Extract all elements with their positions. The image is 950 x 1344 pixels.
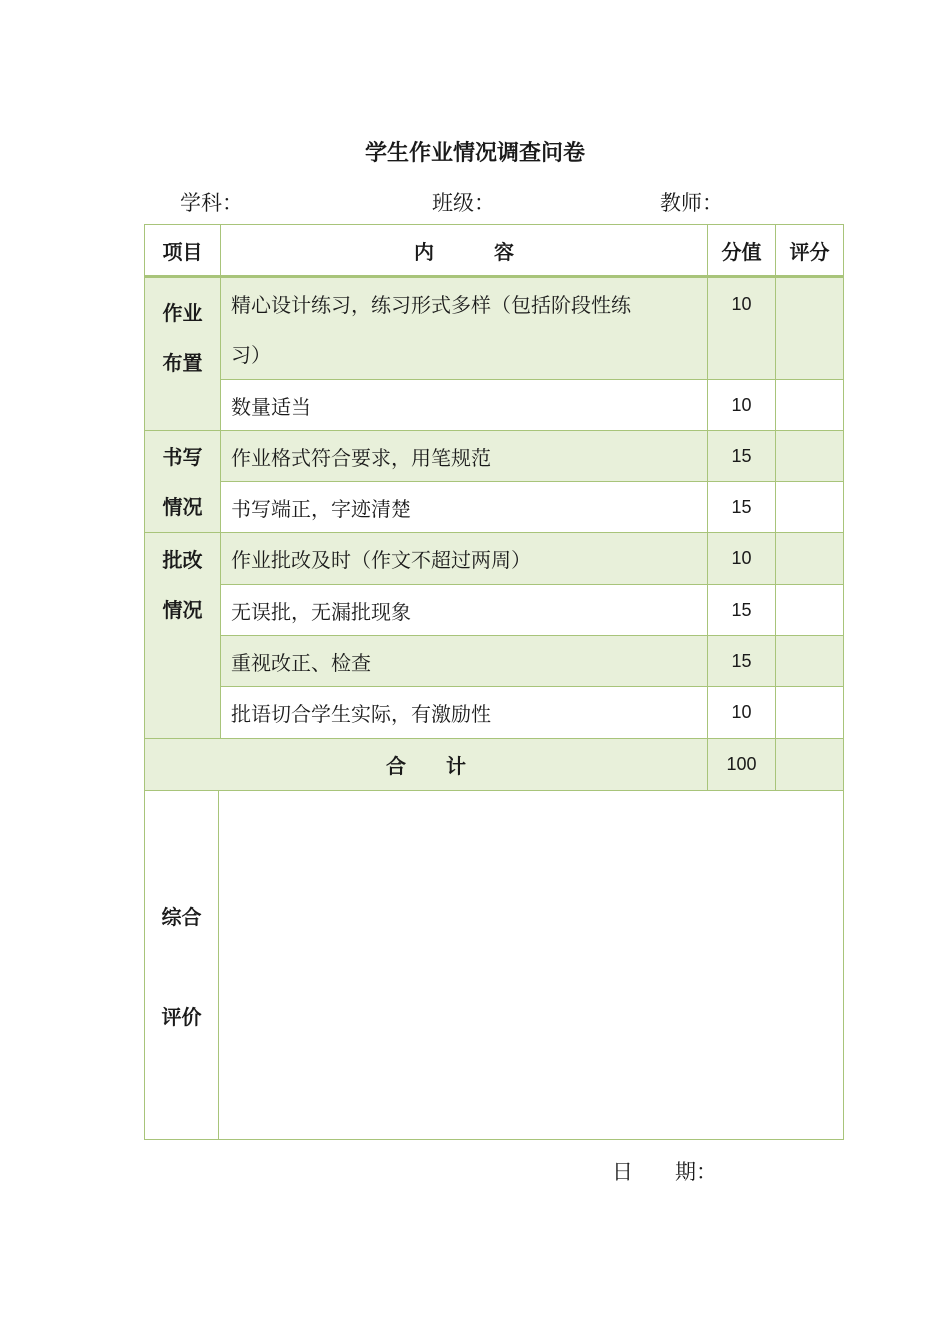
total-rating-cell[interactable] [776, 739, 843, 790]
row-points: 10 [731, 394, 752, 415]
subject-label: 学科： [180, 191, 243, 215]
table-row-content: 批语切合学生实际，有激励性 [231, 702, 491, 726]
header-rule [144, 275, 844, 278]
table-border [843, 224, 844, 1140]
table-row-content: 作业格式符合要求，用笔规范 [231, 445, 491, 470]
table-row-content: 作业批改及时（作文不超过两周） [231, 548, 531, 572]
date-label: 日 期： [612, 1160, 717, 1184]
rating-cell[interactable] [776, 431, 843, 481]
row-points: 10 [731, 548, 752, 568]
table-border [144, 1139, 844, 1140]
table-row-content: 精心设计练习，练习形式多样（包括阶段性练 习） [231, 293, 631, 367]
rating-cell[interactable] [776, 280, 843, 378]
group-label: 作业 布置 [162, 301, 203, 375]
rating-cell[interactable] [776, 636, 843, 686]
header-content: 内 容 [414, 239, 514, 264]
row-points: 15 [731, 650, 752, 671]
row-points: 10 [731, 293, 752, 314]
row-points: 15 [731, 496, 752, 517]
rating-cell[interactable] [776, 482, 843, 532]
band-group-cell [145, 686, 220, 738]
summary-input-area[interactable] [219, 791, 843, 1139]
group-label: 书写 情况 [162, 445, 203, 519]
row-points: 15 [731, 445, 752, 466]
summary-label: 综合 评价 [161, 905, 202, 1029]
teacher-label: 教师： [660, 191, 723, 215]
class-label: 班级： [432, 191, 495, 215]
header-points: 分值 [721, 239, 762, 264]
table-row-content: 书写端正，字迹清楚 [231, 496, 411, 521]
rating-cell[interactable] [776, 380, 843, 430]
total-points: 100 [726, 754, 757, 774]
table-row-content: 重视改正、检查 [231, 650, 371, 675]
total-label: 合 计 [386, 754, 466, 778]
header-item: 项目 [162, 239, 203, 264]
rating-cell[interactable] [776, 687, 843, 738]
rating-cell[interactable] [776, 585, 843, 635]
header-rating: 评分 [789, 239, 830, 264]
group-label: 批改 情况 [162, 548, 203, 622]
table-row-content: 数量适当 [231, 394, 311, 419]
row-points: 15 [731, 599, 752, 620]
document-title: 学生作业情况调查问卷 [364, 141, 585, 166]
rating-cell[interactable] [776, 533, 843, 584]
row-points: 10 [731, 702, 752, 722]
table-row-content: 无误批，无漏批现象 [231, 599, 411, 624]
